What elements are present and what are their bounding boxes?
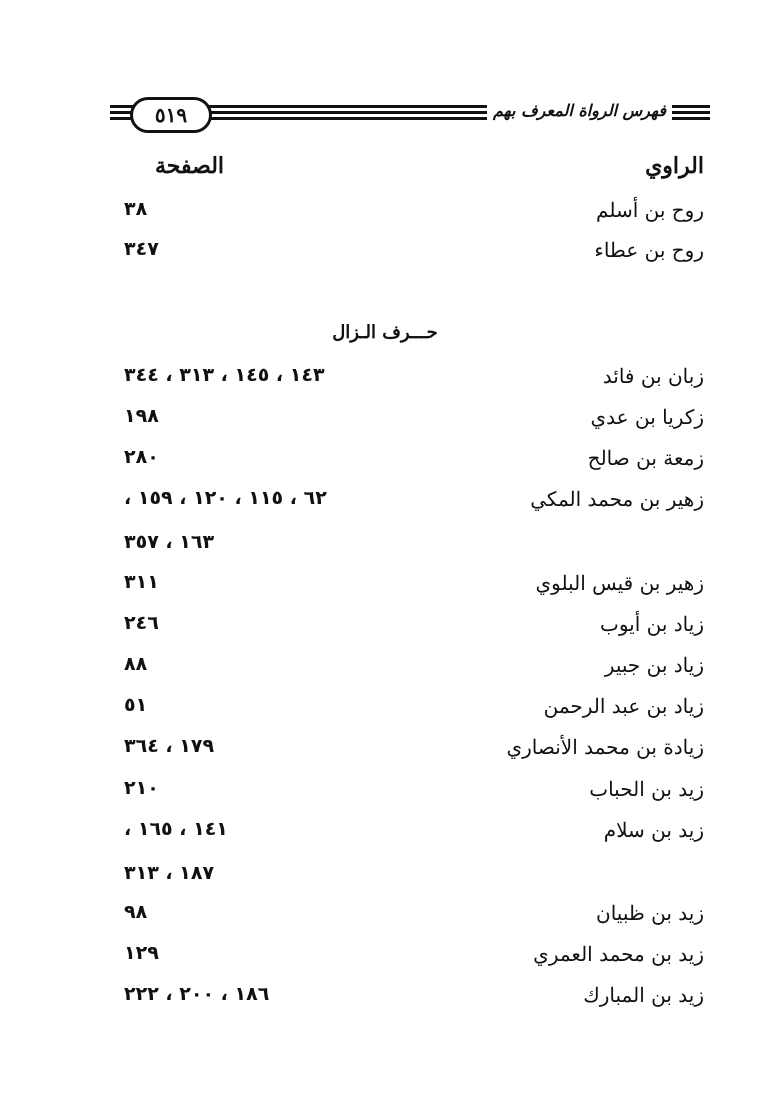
page-references: ١٨٦ ، ٢٠٠ ، ٢٢٢ xyxy=(124,983,270,1005)
index-entry xyxy=(0,571,770,611)
index-entry xyxy=(0,777,770,817)
narrator-name: زبان بن فائد xyxy=(602,364,704,388)
narrator-name: زيادة بن محمد الأنصاري xyxy=(506,735,704,759)
running-header xyxy=(110,95,710,135)
page-references: ٢٤٦ xyxy=(124,612,159,634)
page-references: ٢٨٠ xyxy=(124,446,159,468)
narrator-name: زهير بن قيس البلوي xyxy=(535,571,704,595)
index-entry xyxy=(0,653,770,693)
index-entry xyxy=(0,735,770,775)
narrator-name: زياد بن جبير xyxy=(604,653,704,677)
narrator-name: روح بن أسلم xyxy=(596,198,704,222)
index-entry xyxy=(0,405,770,445)
page-references: ١٨٧ ، ٣١٣ xyxy=(124,862,215,884)
narrator-name: زيد بن سلام xyxy=(603,818,704,842)
page-references: ٣٨ xyxy=(124,198,148,220)
page-references: ٥١ xyxy=(124,694,148,716)
column-header-narrator: الراوي xyxy=(645,153,704,179)
narrator-name: زياد بن أيوب xyxy=(599,612,704,636)
section-heading: حـــرف الـزال xyxy=(332,322,438,343)
page-references: ١٦٣ ، ٣٥٧ xyxy=(124,531,215,553)
header-title: فهرس الرواة المعرف بهم xyxy=(487,101,672,120)
page-references: ٣٤٧ xyxy=(124,238,159,260)
page-references: ٩٨ xyxy=(124,901,148,923)
page-references: ٢١٠ xyxy=(124,777,159,799)
page-number: ٥١٩ xyxy=(130,97,212,133)
narrator-name: زيد بن ظبيان xyxy=(596,901,704,925)
index-entry xyxy=(0,983,770,1023)
narrator-name: زيد بن المبارك xyxy=(583,983,704,1007)
narrator-name: زهير بن محمد المكي xyxy=(530,487,704,511)
page-references: ١٤١ ، ١٦٥ ، xyxy=(124,818,228,840)
index-entry xyxy=(0,612,770,652)
index-entry xyxy=(0,238,770,278)
narrator-name: زمعة بن صالح xyxy=(587,446,704,470)
narrator-name: زيد بن محمد العمري xyxy=(533,942,704,966)
index-entry-continuation xyxy=(0,862,770,902)
index-entry xyxy=(0,364,770,404)
page-references: ٦٢ ، ١١٥ ، ١٢٠ ، ١٥٩ ، xyxy=(124,487,327,509)
narrator-name: روح بن عطاء xyxy=(594,238,704,262)
index-entry xyxy=(0,487,770,527)
index-entry xyxy=(0,942,770,982)
narrator-name: زياد بن عبد الرحمن xyxy=(543,694,704,718)
narrator-name: زيد بن الحباب xyxy=(589,777,704,801)
page-references: ٨٨ xyxy=(124,653,148,675)
index-entry xyxy=(0,694,770,734)
page-references: ١٩٨ xyxy=(124,405,159,427)
page-references: ١٢٩ xyxy=(124,942,159,964)
narrator-name: زكريا بن عدي xyxy=(590,405,704,429)
index-entry xyxy=(0,818,770,858)
index-entry xyxy=(0,198,770,238)
index-entry xyxy=(0,446,770,486)
page-references: ٣١١ xyxy=(124,571,159,593)
column-header-page: الصفحة xyxy=(155,153,225,179)
page-references: ١٧٩ ، ٣٦٤ xyxy=(124,735,215,757)
index-entry-continuation xyxy=(0,531,770,571)
page-references: ١٤٣ ، ١٤٥ ، ٣١٣ ، ٣٤٤ xyxy=(124,364,325,386)
index-entry xyxy=(0,901,770,941)
